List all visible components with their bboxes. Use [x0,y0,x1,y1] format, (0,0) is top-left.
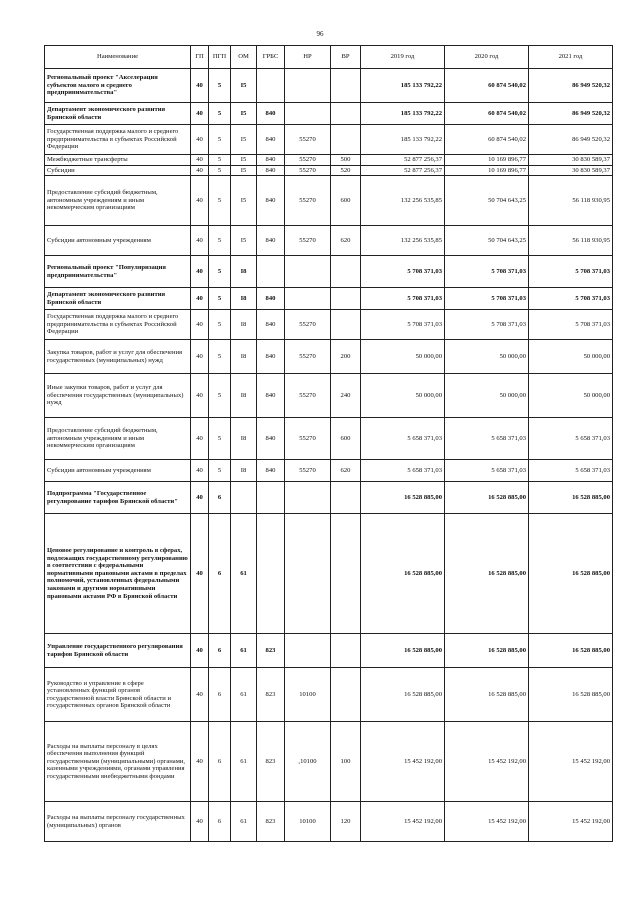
cell-pgp: 5 [209,256,231,288]
table-row [45,256,613,288]
cell-name: Региональный проект "Акселерация субъектов малого и среднего предпринимательства" [45,69,191,103]
cell-pgp: 5 [209,165,231,176]
cell-amount-2019: 16 528 885,00 [361,514,445,634]
cell-gp: 40 [191,374,209,418]
cell-vr: 120 [331,802,361,842]
cell-amount-2019: 5 708 371,03 [361,256,445,288]
cell-grbs [257,69,285,103]
cell-vr [331,69,361,103]
cell-vr [331,668,361,722]
cell-om: I5 [231,103,257,125]
cell-grbs: 840 [257,460,285,482]
cell-vr: 600 [331,418,361,460]
header-grbs: ГРБС [257,46,285,69]
table-row [45,802,613,842]
cell-grbs: 840 [257,288,285,310]
cell-amount-2021: 30 830 589,37 [529,155,613,166]
cell-grbs: 840 [257,418,285,460]
cell-nr: 55270 [285,418,331,460]
cell-amount-2019: 5 708 371,03 [361,310,445,340]
cell-om: 61 [231,722,257,802]
cell-vr [331,310,361,340]
cell-amount-2021: 86 949 520,32 [529,69,613,103]
cell-name: Подпрограмма "Государственное регулирование тарифов Брянской области" [45,482,191,514]
cell-vr [331,514,361,634]
cell-amount-2020: 5 708 371,03 [445,256,529,288]
cell-amount-2021: 16 528 885,00 [529,514,613,634]
cell-gp: 40 [191,634,209,668]
cell-amount-2019: 185 133 792,22 [361,125,445,155]
cell-nr: 55270 [285,460,331,482]
cell-vr: 500 [331,155,361,166]
cell-nr: 55270 [285,125,331,155]
cell-amount-2021: 16 528 885,00 [529,668,613,722]
cell-gp: 40 [191,176,209,226]
table-row [45,310,613,340]
cell-om: I8 [231,256,257,288]
cell-pgp: 6 [209,668,231,722]
cell-gp: 40 [191,69,209,103]
cell-amount-2020: 5 708 371,03 [445,310,529,340]
cell-gp: 40 [191,256,209,288]
table-row [45,668,613,722]
cell-amount-2019: 15 452 192,00 [361,802,445,842]
cell-amount-2019: 52 877 256,37 [361,165,445,176]
cell-amount-2021: 30 830 589,37 [529,165,613,176]
cell-name: Департамент экономического развития Брянской области [45,288,191,310]
cell-amount-2019: 5 658 371,03 [361,460,445,482]
header-om: ОМ [231,46,257,69]
cell-grbs: 840 [257,226,285,256]
cell-amount-2020: 5 658 371,03 [445,460,529,482]
cell-amount-2021: 50 000,00 [529,374,613,418]
cell-gp: 40 [191,165,209,176]
cell-amount-2019: 16 528 885,00 [361,668,445,722]
cell-vr: 100 [331,722,361,802]
cell-pgp: 5 [209,310,231,340]
cell-pgp: 5 [209,460,231,482]
cell-amount-2019: 132 256 535,85 [361,176,445,226]
cell-name: Предоставление субсидий бюджетным, автономным учреждениям и иным некоммерческим организациям [45,176,191,226]
cell-nr [285,482,331,514]
cell-pgp: 6 [209,634,231,668]
cell-name: Расходы на выплаты персоналу государственных (муниципальных) органов [45,802,191,842]
cell-amount-2020: 15 452 192,00 [445,802,529,842]
cell-om: 61 [231,668,257,722]
cell-grbs: 840 [257,155,285,166]
cell-grbs: 823 [257,802,285,842]
cell-grbs: 840 [257,374,285,418]
table-row [45,482,613,514]
cell-name: Государственная поддержка малого и среднего предпринимательства в субъектах Российской Федерации [45,125,191,155]
cell-vr: 520 [331,165,361,176]
cell-pgp: 6 [209,722,231,802]
cell-vr: 200 [331,340,361,374]
cell-name: Закупка товаров, работ и услуг для обеспечения государственных (муниципальных) нужд [45,340,191,374]
cell-vr: 620 [331,226,361,256]
cell-amount-2019: 16 528 885,00 [361,482,445,514]
cell-name: Расходы на выплаты персоналу в целях обеспечения выполнения функций государственными (муниципальными) органами, казенными учреждениями, органами управления государственными внебюджетными фондами [45,722,191,802]
cell-grbs: 823 [257,634,285,668]
table-row [45,340,613,374]
cell-om: 61 [231,514,257,634]
cell-amount-2019: 185 133 792,22 [361,69,445,103]
cell-nr: 55270 [285,226,331,256]
cell-amount-2021: 86 949 520,32 [529,103,613,125]
cell-name: Иные закупки товаров, работ и услуг для обеспечения государственных (муниципальных) нужд [45,374,191,418]
cell-pgp: 5 [209,103,231,125]
cell-gp: 40 [191,288,209,310]
cell-amount-2021: 5 658 371,03 [529,418,613,460]
cell-grbs: 840 [257,340,285,374]
cell-name: Субсидии [45,165,191,176]
header-2019: 2019 год [361,46,445,69]
cell-gp: 40 [191,668,209,722]
cell-amount-2019: 5 658 371,03 [361,418,445,460]
cell-name: Ценовое регулирование и контроль в сферах, подлежащих государственному регулированию в соответствии с федеральными нормативными правовыми актами в пределах полномочий, установленных федеральными законами и другими нормативными правовыми актами РФ в Брянской области [45,514,191,634]
cell-amount-2020: 10 169 896,77 [445,155,529,166]
cell-amount-2019: 185 133 792,22 [361,103,445,125]
cell-amount-2020: 50 000,00 [445,374,529,418]
cell-nr [285,69,331,103]
table-row [45,69,613,103]
cell-nr [285,103,331,125]
cell-pgp: 5 [209,418,231,460]
cell-pgp: 5 [209,155,231,166]
cell-om: I5 [231,176,257,226]
cell-gp: 40 [191,722,209,802]
cell-amount-2020: 16 528 885,00 [445,634,529,668]
table-row [45,155,613,166]
cell-amount-2020: 15 452 192,00 [445,722,529,802]
cell-name: Государственная поддержка малого и среднего предпринимательства в субъектах Российской Федерации [45,310,191,340]
cell-gp: 40 [191,340,209,374]
table-row [45,460,613,482]
cell-amount-2021: 5 708 371,03 [529,288,613,310]
cell-pgp: 6 [209,482,231,514]
cell-gp: 40 [191,460,209,482]
cell-gp: 40 [191,125,209,155]
cell-vr: 600 [331,176,361,226]
header-gp: ГП [191,46,209,69]
cell-nr: 55270 [285,176,331,226]
cell-amount-2020: 10 169 896,77 [445,165,529,176]
cell-name: Субсидии автономным учреждениям [45,460,191,482]
cell-amount-2020: 16 528 885,00 [445,668,529,722]
cell-name: Межбюджетные трансферты [45,155,191,166]
table-row [45,634,613,668]
header-2020: 2020 год [445,46,529,69]
table-row [45,125,613,155]
cell-grbs: 840 [257,103,285,125]
cell-nr: 55270 [285,155,331,166]
table-row [45,374,613,418]
cell-om: I5 [231,125,257,155]
cell-om [231,482,257,514]
cell-om: I8 [231,460,257,482]
cell-name: Управление государственного регулирования тарифов Брянской области [45,634,191,668]
cell-gp: 40 [191,226,209,256]
cell-pgp: 6 [209,802,231,842]
cell-nr: 55270 [285,340,331,374]
cell-amount-2021: 56 118 930,95 [529,226,613,256]
cell-grbs: 840 [257,310,285,340]
cell-gp: 40 [191,418,209,460]
cell-om: I5 [231,165,257,176]
cell-grbs [257,482,285,514]
cell-amount-2020: 50 704 643,25 [445,176,529,226]
cell-name: Департамент экономического развития Брянской области [45,103,191,125]
header-nr: НР [285,46,331,69]
table-row [45,418,613,460]
cell-gp: 40 [191,482,209,514]
cell-om: I8 [231,310,257,340]
cell-pgp: 5 [209,176,231,226]
header-name: Наименование [45,46,191,69]
cell-pgp: 5 [209,288,231,310]
cell-amount-2019: 15 452 192,00 [361,722,445,802]
table-row [45,176,613,226]
cell-amount-2019: 16 528 885,00 [361,634,445,668]
cell-amount-2021: 15 452 192,00 [529,722,613,802]
cell-amount-2019: 50 000,00 [361,374,445,418]
cell-vr: 240 [331,374,361,418]
cell-pgp: 5 [209,69,231,103]
cell-vr [331,125,361,155]
cell-amount-2020: 5 708 371,03 [445,288,529,310]
cell-name: Предоставление субсидий бюджетным, автономным учреждениям и иным некоммерческим организациям [45,418,191,460]
cell-gp: 40 [191,310,209,340]
cell-nr: 10100 [285,668,331,722]
cell-amount-2021: 5 658 371,03 [529,460,613,482]
cell-nr [285,634,331,668]
cell-gp: 40 [191,103,209,125]
cell-om: I5 [231,69,257,103]
header-vr: ВР [331,46,361,69]
budget-table [44,45,613,842]
cell-name: Руководство и управление в сфере установленных функций органов государственной власти Брянской области и государственных органов Брянской области [45,668,191,722]
table-body [45,69,613,842]
header-pgp: ПГП [209,46,231,69]
cell-pgp: 5 [209,125,231,155]
cell-amount-2020: 60 874 540,02 [445,125,529,155]
cell-om: I8 [231,374,257,418]
cell-grbs [257,514,285,634]
table-header-row [45,46,613,69]
cell-amount-2020: 5 658 371,03 [445,418,529,460]
cell-gp: 40 [191,514,209,634]
cell-amount-2019: 5 708 371,03 [361,288,445,310]
cell-om: I8 [231,418,257,460]
cell-amount-2020: 16 528 885,00 [445,514,529,634]
cell-grbs [257,256,285,288]
cell-amount-2021: 15 452 192,00 [529,802,613,842]
cell-vr [331,288,361,310]
cell-amount-2021: 16 528 885,00 [529,482,613,514]
cell-om: 61 [231,802,257,842]
cell-vr [331,103,361,125]
cell-amount-2021: 56 118 930,95 [529,176,613,226]
cell-pgp: 5 [209,374,231,418]
cell-vr: 620 [331,460,361,482]
cell-pgp: 5 [209,340,231,374]
cell-grbs: 823 [257,722,285,802]
table-row [45,165,613,176]
cell-amount-2020: 16 528 885,00 [445,482,529,514]
cell-amount-2019: 132 256 535,85 [361,226,445,256]
cell-vr [331,482,361,514]
cell-vr [331,634,361,668]
table-row [45,103,613,125]
cell-om: I8 [231,288,257,310]
cell-grbs: 840 [257,165,285,176]
cell-vr [331,256,361,288]
cell-amount-2020: 60 874 540,02 [445,69,529,103]
cell-amount-2021: 5 708 371,03 [529,256,613,288]
cell-nr: 55270 [285,310,331,340]
table-row [45,226,613,256]
table-row [45,514,613,634]
cell-om: I5 [231,226,257,256]
header-2021: 2021 год [529,46,613,69]
cell-name: Региональный проект "Популяризация предпринимательства" [45,256,191,288]
cell-om: I5 [231,155,257,166]
cell-nr [285,514,331,634]
cell-om: I8 [231,340,257,374]
cell-gp: 40 [191,802,209,842]
cell-pgp: 5 [209,226,231,256]
cell-nr: 55270 [285,374,331,418]
page-number: 96 [316,30,324,38]
cell-nr [285,288,331,310]
cell-grbs: 823 [257,668,285,722]
cell-amount-2020: 50 000,00 [445,340,529,374]
cell-pgp: 6 [209,514,231,634]
cell-amount-2021: 50 000,00 [529,340,613,374]
cell-name: Субсидии автономным учреждениям [45,226,191,256]
cell-amount-2020: 50 704 643,25 [445,226,529,256]
cell-grbs: 840 [257,125,285,155]
cell-nr: 10100 [285,802,331,842]
cell-amount-2021: 86 949 520,32 [529,125,613,155]
cell-grbs: 840 [257,176,285,226]
cell-nr: 55270 [285,165,331,176]
cell-amount-2019: 50 000,00 [361,340,445,374]
cell-gp: 40 [191,155,209,166]
cell-om: 61 [231,634,257,668]
cell-nr: ,10100 [285,722,331,802]
cell-amount-2021: 16 528 885,00 [529,634,613,668]
table-row [45,722,613,802]
cell-amount-2019: 52 877 256,37 [361,155,445,166]
table-row [45,288,613,310]
cell-amount-2021: 5 708 371,03 [529,310,613,340]
cell-nr [285,256,331,288]
cell-amount-2020: 60 874 540,02 [445,103,529,125]
